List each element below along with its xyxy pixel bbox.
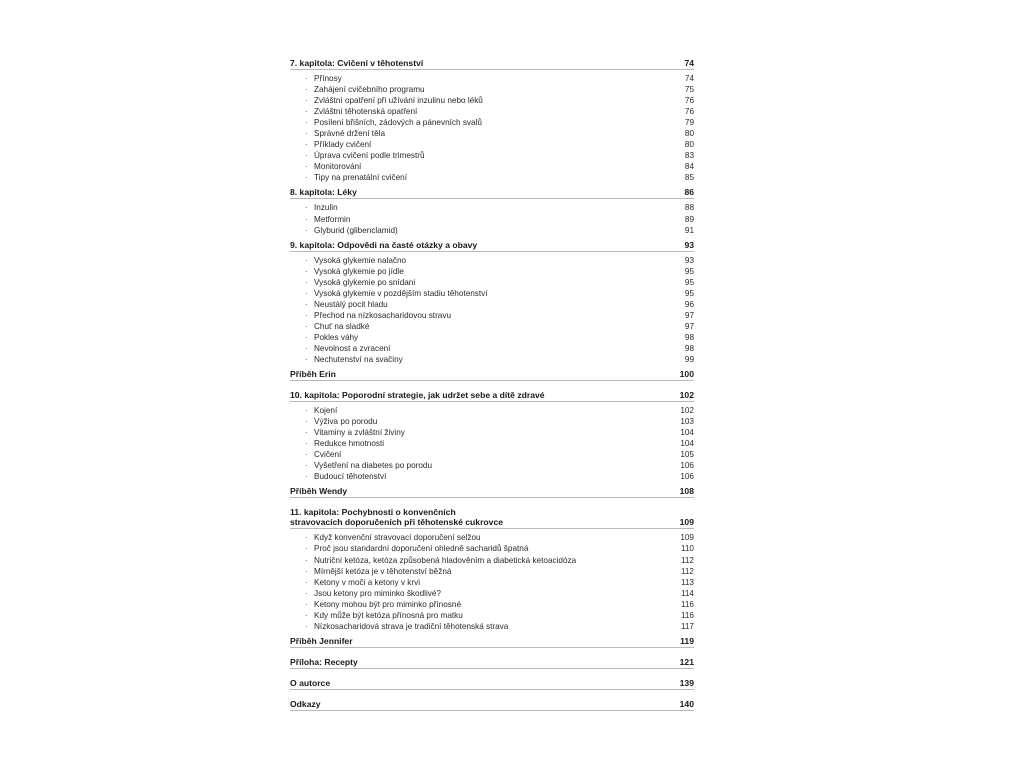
toc-chapter-heading[interactable] — [290, 636, 694, 648]
toc-item-title: Vyšetření na diabetes po porodu — [314, 461, 433, 471]
toc-item[interactable] — [290, 438, 694, 449]
toc-item-page-number: 99 — [684, 355, 694, 365]
toc-item[interactable] — [290, 532, 694, 543]
bullet-icon: · — [305, 288, 308, 298]
toc-item-page-number: 113 — [680, 577, 694, 587]
toc-item[interactable] — [290, 343, 694, 354]
toc-item-list — [290, 402, 694, 482]
toc-item-title: Monitorování — [314, 162, 362, 172]
toc-item-title: Zvláštní těhotenská opatření — [314, 107, 418, 117]
toc-item-list — [290, 70, 694, 183]
toc-item-title: Cvičení — [314, 450, 342, 460]
toc-item-page-number: 76 — [684, 96, 694, 106]
toc-item-page-number: 103 — [680, 417, 694, 427]
toc-item-title: Glyburid (glibenclamid) — [314, 225, 398, 235]
chapter-title: 8. kapitola: Léky — [290, 187, 357, 198]
toc-item[interactable] — [290, 128, 694, 139]
toc-section — [290, 507, 694, 631]
toc-item[interactable] — [290, 84, 694, 95]
toc-chapter-heading[interactable] — [290, 58, 694, 70]
toc-item-title: Přínosy — [314, 74, 342, 83]
bullet-icon: · — [305, 417, 308, 427]
toc-item[interactable] — [290, 150, 694, 161]
toc-item[interactable] — [290, 621, 694, 632]
toc-item[interactable] — [290, 288, 694, 299]
toc-section — [290, 678, 694, 690]
toc-item[interactable] — [290, 471, 694, 482]
toc-item-page-number: 93 — [684, 255, 694, 265]
toc-item-page-number: 79 — [684, 118, 694, 128]
toc-item-title: Vysoká glykemie po snídani — [314, 277, 416, 287]
chapter-title: 9. kapitola: Odpovědi na časté otázky a obavy — [290, 239, 478, 250]
toc-item-page-number: 75 — [684, 85, 694, 95]
chapter-page-number: 100 — [679, 369, 694, 380]
toc-chapter-heading[interactable] — [290, 657, 694, 669]
toc-item-page-number: 116 — [680, 599, 694, 609]
bullet-icon: · — [305, 85, 308, 95]
toc-item-title: Chuť na sladké — [314, 321, 370, 331]
bullet-icon: · — [305, 566, 308, 576]
toc-item[interactable] — [290, 405, 694, 416]
bullet-icon: · — [305, 129, 308, 139]
toc-item[interactable] — [290, 416, 694, 427]
toc-item-title: Proč jsou standardní doporučení ohledně sacharidů špatná — [314, 544, 529, 554]
toc-item-title: Ketony v moči a ketony v krvi — [314, 577, 421, 587]
chapter-page-number: 139 — [679, 677, 694, 688]
bullet-icon: · — [305, 461, 308, 471]
toc-item-page-number: 104 — [680, 439, 694, 449]
bullet-icon: · — [305, 321, 308, 331]
bullet-icon: · — [305, 439, 308, 449]
toc-item-title: Zahájení cvičebního programu — [314, 85, 425, 95]
toc-item[interactable] — [290, 332, 694, 343]
toc-section — [290, 369, 694, 381]
toc-item-list — [290, 199, 694, 235]
chapter-title: 10. kapitola: Poporodní strategie, jak udržet sebe a dítě zdravé — [290, 390, 545, 401]
chapter-title: Příběh Erin — [290, 369, 336, 380]
toc-item-title: Metformin — [314, 214, 351, 224]
toc-item-title: Nevolnost a zvracení — [314, 343, 391, 353]
toc-item-page-number: 112 — [680, 555, 694, 565]
chapter-page-number: 119 — [680, 635, 694, 646]
bullet-icon: · — [305, 577, 308, 587]
toc-item-page-number: 95 — [684, 266, 694, 276]
chapter-page-number: 121 — [679, 656, 694, 667]
toc-item-title: Neustálý pocit hladu — [314, 299, 388, 309]
toc-section — [290, 240, 694, 365]
toc-item-page-number: 105 — [680, 450, 694, 460]
chapter-title: Příběh Wendy — [290, 486, 348, 497]
toc-item[interactable] — [290, 255, 694, 266]
toc-item[interactable] — [290, 354, 694, 365]
bullet-icon: · — [305, 355, 308, 365]
toc-item-title: Mírnější ketóza je v těhotenství běžná — [314, 566, 452, 576]
chapter-page-number: 109 — [679, 517, 694, 528]
bullet-icon: · — [305, 610, 308, 620]
toc-item[interactable] — [290, 277, 694, 288]
toc-item-page-number: 98 — [684, 332, 694, 342]
toc-item-title: Posílení břišních, zádových a pánevních svalů — [314, 118, 482, 128]
toc-item-title: Vysoká glykemie po jídle — [314, 266, 404, 276]
toc-chapter-heading[interactable] — [290, 699, 694, 711]
toc-item[interactable] — [290, 588, 694, 599]
chapter-page-number: 74 — [684, 58, 694, 68]
toc-item[interactable] — [290, 427, 694, 438]
bullet-icon: · — [305, 533, 308, 543]
bullet-icon: · — [305, 621, 308, 631]
toc-item[interactable] — [290, 106, 694, 117]
toc-item-title: Úprava cvičení podle trimestrů — [314, 151, 425, 161]
chapter-page-number: 102 — [679, 390, 694, 401]
chapter-title: O autorce — [290, 677, 331, 688]
toc-chapter-heading[interactable] — [290, 507, 694, 529]
chapter-page-number: 140 — [679, 698, 694, 709]
bullet-icon: · — [305, 450, 308, 460]
toc-item-page-number: 104 — [680, 428, 694, 438]
toc-item-page-number: 95 — [684, 288, 694, 298]
toc-item[interactable] — [290, 555, 694, 566]
toc-chapter-heading[interactable] — [290, 486, 694, 498]
toc-item[interactable] — [290, 449, 694, 460]
bullet-icon: · — [305, 74, 308, 83]
toc-item[interactable] — [290, 117, 694, 128]
toc-item-page-number: 116 — [680, 610, 694, 620]
toc-item-page-number: 117 — [680, 621, 694, 631]
toc-section — [290, 699, 694, 711]
toc-item-page-number: 76 — [684, 107, 694, 117]
toc-item[interactable] — [290, 202, 694, 213]
bullet-icon: · — [305, 214, 308, 224]
chapter-page-number: 108 — [679, 486, 694, 497]
toc-item[interactable] — [290, 161, 694, 172]
toc-item-page-number: 74 — [684, 74, 694, 83]
toc-item-page-number: 112 — [680, 566, 694, 576]
toc-item-page-number: 96 — [684, 299, 694, 309]
toc-item-title: Redukce hmotnosti — [314, 439, 385, 449]
toc-item[interactable] — [290, 310, 694, 321]
toc-item-title: Nízkosacharidová strava je tradiční těhotenská strava — [314, 621, 509, 631]
toc-item[interactable] — [290, 543, 694, 554]
toc-item[interactable] — [290, 266, 694, 277]
bullet-icon: · — [305, 343, 308, 353]
bullet-icon: · — [305, 406, 308, 416]
toc-item-page-number: 80 — [684, 129, 694, 139]
toc-section — [290, 636, 694, 648]
toc-item[interactable] — [290, 610, 694, 621]
bullet-icon: · — [305, 472, 308, 482]
toc-item-page-number: 102 — [680, 406, 694, 416]
toc-item-page-number: 80 — [684, 140, 694, 150]
chapter-title: Příloha: Recepty — [290, 656, 358, 667]
toc-item-page-number: 97 — [684, 321, 694, 331]
toc-item-page-number: 83 — [684, 151, 694, 161]
bullet-icon: · — [305, 255, 308, 265]
bullet-icon: · — [305, 225, 308, 235]
toc-chapter-heading[interactable] — [290, 240, 694, 252]
toc-item-title: Správné držení těla — [314, 129, 386, 139]
chapter-page-number: 93 — [684, 239, 694, 250]
toc-section — [290, 187, 694, 235]
bullet-icon: · — [305, 599, 308, 609]
bullet-icon: · — [305, 544, 308, 554]
toc-item-title: Budoucí těhotenství — [314, 472, 387, 482]
toc-item-page-number: 98 — [684, 343, 694, 353]
toc-item-list — [290, 529, 694, 631]
toc-item-page-number: 106 — [680, 472, 694, 482]
bullet-icon: · — [305, 151, 308, 161]
toc-item[interactable] — [290, 577, 694, 588]
toc-item-page-number: 95 — [684, 277, 694, 287]
toc-section — [290, 486, 694, 498]
toc-item-page-number: 88 — [684, 203, 694, 213]
toc-item-page-number: 84 — [684, 162, 694, 172]
toc-item[interactable] — [290, 172, 694, 183]
toc-item-page-number: 85 — [684, 173, 694, 183]
toc-item-page-number: 114 — [680, 588, 694, 598]
bullet-icon: · — [305, 555, 308, 565]
toc-item[interactable] — [290, 225, 694, 236]
toc-item-page-number: 106 — [680, 461, 694, 471]
toc-item[interactable] — [290, 299, 694, 310]
toc-item[interactable] — [290, 566, 694, 577]
bullet-icon: · — [305, 332, 308, 342]
toc-item-title: Nechutenství na svačiny — [314, 355, 403, 365]
table-of-contents — [290, 58, 694, 720]
chapter-page-number: 86 — [684, 187, 694, 198]
toc-item-title: Kdy může být ketóza přínosná pro matku — [314, 610, 463, 620]
toc-chapter-heading[interactable] — [290, 187, 694, 199]
bullet-icon: · — [305, 96, 308, 106]
toc-item-title: Ketony mohou být pro miminko přínosné — [314, 599, 461, 609]
bullet-icon: · — [305, 173, 308, 183]
toc-item-title: Kojení — [314, 406, 338, 416]
chapter-title: 7. kapitola: Cvičení v těhotenství — [290, 58, 424, 68]
toc-item-page-number: 110 — [680, 544, 694, 554]
toc-item[interactable] — [290, 321, 694, 332]
toc-item[interactable] — [290, 599, 694, 610]
bullet-icon: · — [305, 162, 308, 172]
toc-item[interactable] — [290, 460, 694, 471]
toc-item-title: Pokles váhy — [314, 332, 359, 342]
toc-item-title: Jsou ketony pro miminko škodlivé? — [314, 588, 441, 598]
toc-item-title: Vysoká glykemie nalačno — [314, 255, 407, 265]
chapter-title: Příběh Jennifer — [290, 635, 353, 646]
toc-item-title: Když konvenční stravovací doporučení selžou — [314, 533, 481, 543]
toc-item-title: Zvláštní opatření při užívání inzulinu nebo léků — [314, 96, 483, 106]
toc-item-page-number: 91 — [684, 225, 694, 235]
toc-item[interactable] — [290, 139, 694, 150]
toc-item-title: Příklady cvičení — [314, 140, 372, 150]
bullet-icon: · — [305, 428, 308, 438]
toc-item-title: Tipy na prenatální cvičení — [314, 173, 407, 183]
chapter-title: 11. kapitola: Pochybnosti o konvenčních stravovacích doporučeních při těhotenské cukrovce — [290, 507, 504, 528]
toc-item-title: Vysoká glykemie v pozdějším stadiu těhotenství — [314, 288, 488, 298]
bullet-icon: · — [305, 310, 308, 320]
toc-item-page-number: 109 — [680, 533, 694, 543]
toc-section — [290, 390, 694, 482]
toc-chapter-heading[interactable] — [290, 369, 694, 381]
bullet-icon: · — [305, 588, 308, 598]
toc-item-page-number: 97 — [684, 310, 694, 320]
toc-section — [290, 657, 694, 669]
bullet-icon: · — [305, 203, 308, 213]
bullet-icon: · — [305, 299, 308, 309]
toc-chapter-heading[interactable] — [290, 390, 694, 402]
bullet-icon: · — [305, 118, 308, 128]
toc-item-title: Nutriční ketóza, ketóza způsobená hladověním a diabetická ketoacidóza — [314, 555, 577, 565]
bullet-icon: · — [305, 266, 308, 276]
toc-item-page-number: 89 — [684, 214, 694, 224]
toc-item-title: Vitaminy a zvláštní živiny — [314, 428, 405, 438]
bullet-icon: · — [305, 277, 308, 287]
toc-section — [290, 58, 694, 183]
bullet-icon: · — [305, 140, 308, 150]
chapter-title: Odkazy — [290, 698, 321, 709]
bullet-icon: · — [305, 107, 308, 117]
toc-item-title: Přechod na nízkosacharidovou stravu — [314, 310, 451, 320]
toc-item[interactable] — [290, 73, 694, 84]
toc-item-title: Výživa po porodu — [314, 417, 378, 427]
toc-item-title: Inzulin — [314, 203, 338, 213]
toc-item[interactable] — [290, 214, 694, 225]
toc-item[interactable] — [290, 95, 694, 106]
toc-item-list — [290, 252, 694, 365]
toc-chapter-heading[interactable] — [290, 678, 694, 690]
